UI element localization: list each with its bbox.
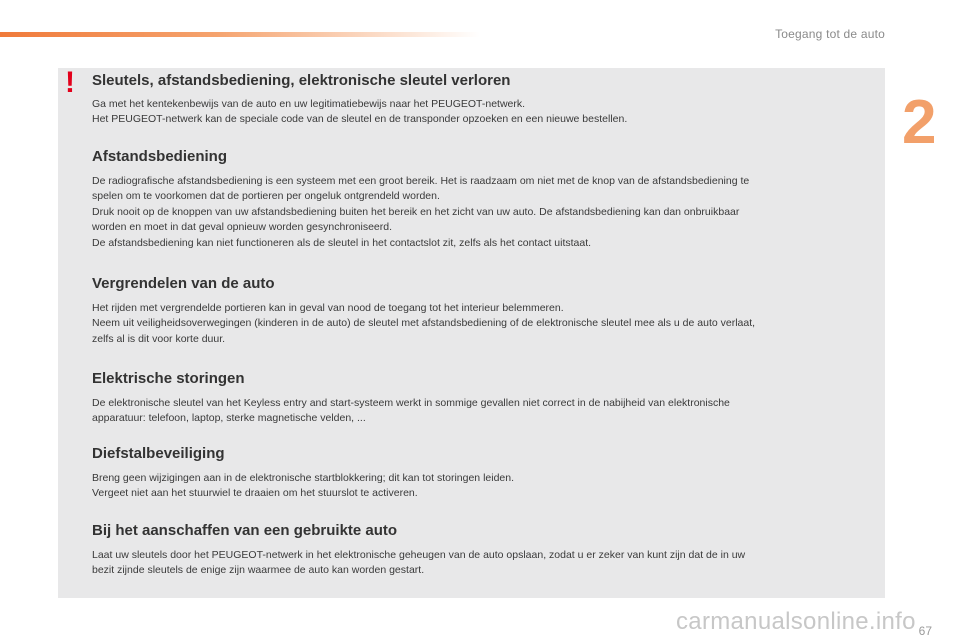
text-line: bezit zijnde sleutels de enige zijn waarmee de auto kan worden gestart.	[92, 564, 425, 577]
text-line: De elektronische sleutel van het Keyless entry and start-systeem werkt in sommige gevallen niet correct in de nabijheid van elektronische	[92, 397, 730, 409]
warning-title: Sleutels, afstandsbediening, elektronische sleutel verloren	[92, 72, 511, 89]
text-line: Vergeet niet aan het stuurwiel te draaien om het stuurslot te activeren.	[92, 487, 418, 500]
text-line: Breng geen wijzigingen aan in de elektronische startblokkering; dit kan tot storingen leiden.	[92, 472, 515, 484]
text-line: spelen om te voorkomen dat de portieren per ongeluk ontgrendeld worden.	[92, 190, 440, 203]
warning-text	[92, 97, 882, 128]
text-line: Neem uit veiligheidsoverwegingen (kinderen in de auto) de sleutel met afstandsbediening of de elektronische sleutel mee als u de auto verlaat,	[92, 317, 756, 330]
section-diefstalbeveiliging	[92, 445, 882, 502]
section-heading: Afstandsbediening	[92, 148, 228, 165]
text-line: Ga met het kentekenbewijs van de auto en uw legitimatiebewijs naar het PEUGEOT-netwerk.	[92, 98, 526, 110]
section-text	[92, 471, 882, 502]
header-accent-bar	[0, 32, 480, 37]
text-line: Het PEUGEOT-netwerk kan de speciale code van de sleutel en de transponder opzoeken en een nieuwe bestellen.	[92, 113, 628, 126]
page-number: 67	[918, 624, 932, 638]
text-line: worden en moet in dat geval opnieuw worden gesynchroniseerd.	[92, 221, 393, 234]
section-gebruikte-auto	[92, 522, 882, 579]
section-afstandsbediening	[92, 148, 882, 251]
section-text	[92, 174, 882, 251]
section-elektrische-storingen	[92, 370, 882, 427]
text-line: apparatuur: telefoon, laptop, sterke magnetische velden, ...	[92, 412, 366, 425]
text-line: Laat uw sleutels door het PEUGEOT-netwerk in het elektronische geheugen van de auto opslaan, zodat u er zeker van kunt zijn dat de in uw	[92, 549, 746, 561]
text-line: De radiografische afstandsbediening is een systeem met een groot bereik. Het is raadzaam om niet met de knop van de afstandsbediening te	[92, 175, 750, 187]
section-text	[92, 301, 882, 347]
section-vergrendelen	[92, 275, 882, 347]
section-heading: Diefstalbeveiliging	[92, 445, 225, 462]
section-title: Toegang tot de auto	[775, 27, 885, 41]
warning-block	[92, 72, 882, 128]
text-line: Het rijden met vergrendelde portieren kan in geval van nood de toegang tot het interieur belemmeren.	[92, 302, 564, 314]
chapter-number: 2	[902, 88, 937, 157]
section-text	[92, 548, 882, 579]
watermark: carmanualsonline.info	[676, 608, 916, 635]
warning-icon: !	[65, 66, 75, 99]
section-text	[92, 396, 882, 427]
text-line: Druk nooit op de knoppen van uw afstandsbediening buiten het bereik en het zicht van uw auto. De afstandsbediening kan dan onbruikbaar	[92, 205, 740, 218]
section-heading: Vergrendelen van de auto	[92, 275, 275, 292]
text-line: De afstandsbediening kan niet functioneren als de sleutel in het contactslot zit, zelfs als het contact uitstaat.	[92, 236, 592, 249]
section-heading: Elektrische storingen	[92, 370, 245, 387]
text-line: zelfs al is dit voor korte duur.	[92, 332, 226, 345]
section-heading: Bij het aanschaffen van een gebruikte auto	[92, 522, 398, 539]
